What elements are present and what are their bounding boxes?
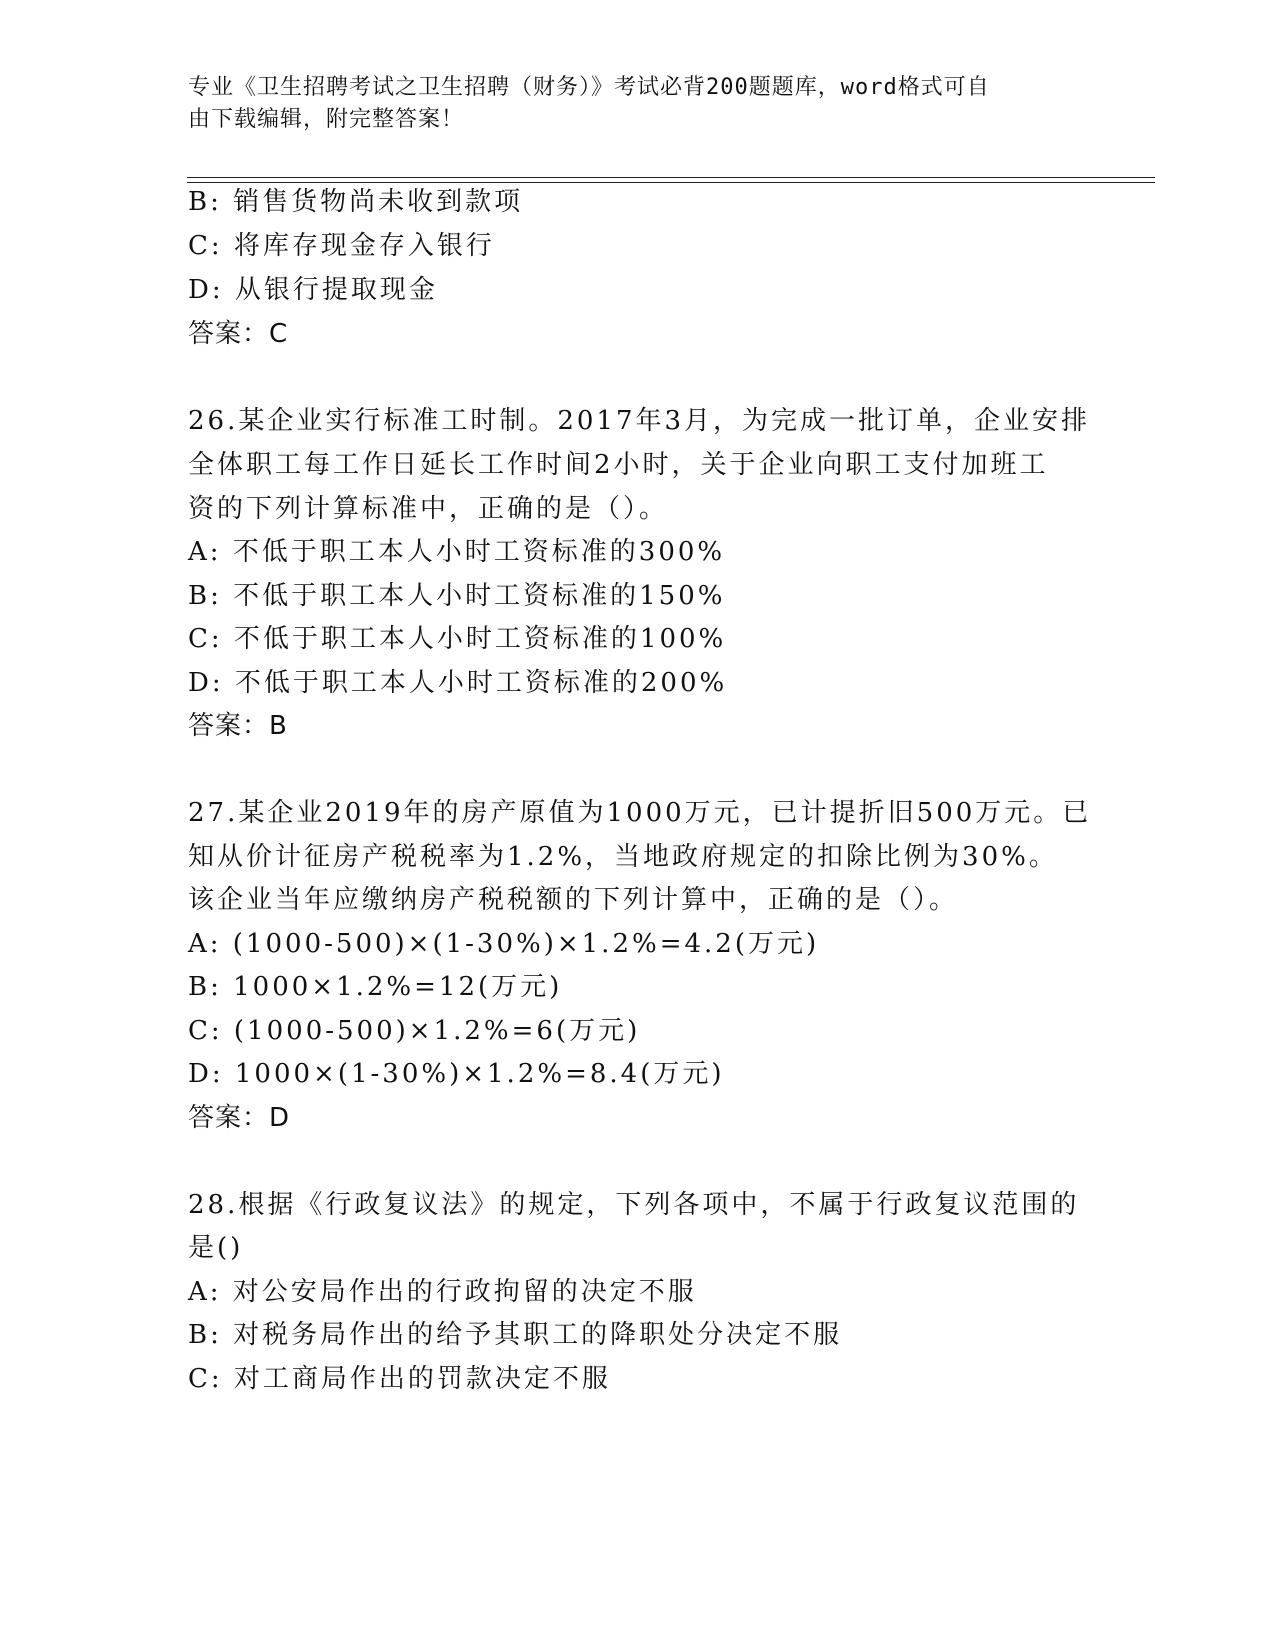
q27-stem-line-2: 知从价计征房产税税率为1.2%，当地政府规定的扣除比例为30%。 <box>188 842 1058 872</box>
q26-stem-line-3: 资的下列计算标准中，正确的是（）。 <box>188 494 669 524</box>
header-divider-top <box>187 177 1155 178</box>
document-header <box>188 72 1068 136</box>
q28-option-c: C: 对工商局作出的罚款决定不服 <box>188 1364 611 1394</box>
header-line-1: 专业《卫生招聘考试之卫生招聘（财务）》考试必背200题题库，word格式可自 <box>188 75 990 100</box>
q26-answer: 答案：B <box>188 711 288 741</box>
q27-option-c: C: (1000-500)×1.2%=6(万元) <box>188 1016 641 1046</box>
q25-answer: 答案：C <box>188 319 289 349</box>
q26-option-a: A: 不低于职工本人小时工资标准的300% <box>188 537 726 567</box>
q26-option-c: C: 不低于职工本人小时工资标准的100% <box>188 624 727 654</box>
q26-option-b: B: 不低于职工本人小时工资标准的150% <box>188 581 726 611</box>
q27-option-a: A: (1000-500)×(1-30%)×1.2%=4.2(万元) <box>188 929 820 959</box>
q26-stem-line-2: 全体职工每工作日延长工作时间2小时，关于企业向职工支付加班工 <box>188 450 1049 480</box>
q27-option-b: B: 1000×1.2%=12(万元) <box>188 972 563 1002</box>
q25-option-c: C: 将库存现金存入银行 <box>188 231 495 261</box>
q28-option-b: B: 对税务局作出的给予其职工的降职处分决定不服 <box>188 1320 843 1350</box>
q27-stem-line-3: 该企业当年应缴纳房产税税额的下列计算中，正确的是（）。 <box>188 885 959 915</box>
q27-stem-line-1: 27.某企业2019年的房产原值为1000万元，已计提折旧500万元。已 <box>188 798 1092 828</box>
header-line-2: 由下载编辑，附完整答案！ <box>188 107 465 132</box>
q25-option-b: B: 销售货物尚未收到款项 <box>188 187 524 217</box>
header-divider-bottom <box>187 182 1155 183</box>
q28-option-a: A: 对公安局作出的行政拘留的决定不服 <box>188 1277 697 1307</box>
q26-option-d: D: 不低于职工本人小时工资标准的200% <box>188 668 728 698</box>
q27-option-d: D: 1000×(1-30%)×1.2%=8.4(万元) <box>188 1059 725 1089</box>
q26-stem-line-1: 26.某企业实行标准工时制。2017年3月，为完成一批订单，企业安排 <box>188 406 1091 436</box>
q28-stem-line-1: 28.根据《行政复议法》的规定，下列各项中，不属于行政复议范围的 <box>188 1190 1080 1220</box>
q25-option-d: D: 从银行提取现金 <box>188 275 438 305</box>
q28-stem-line-2: 是() <box>188 1233 244 1263</box>
q27-answer: 答案：D <box>188 1103 291 1133</box>
